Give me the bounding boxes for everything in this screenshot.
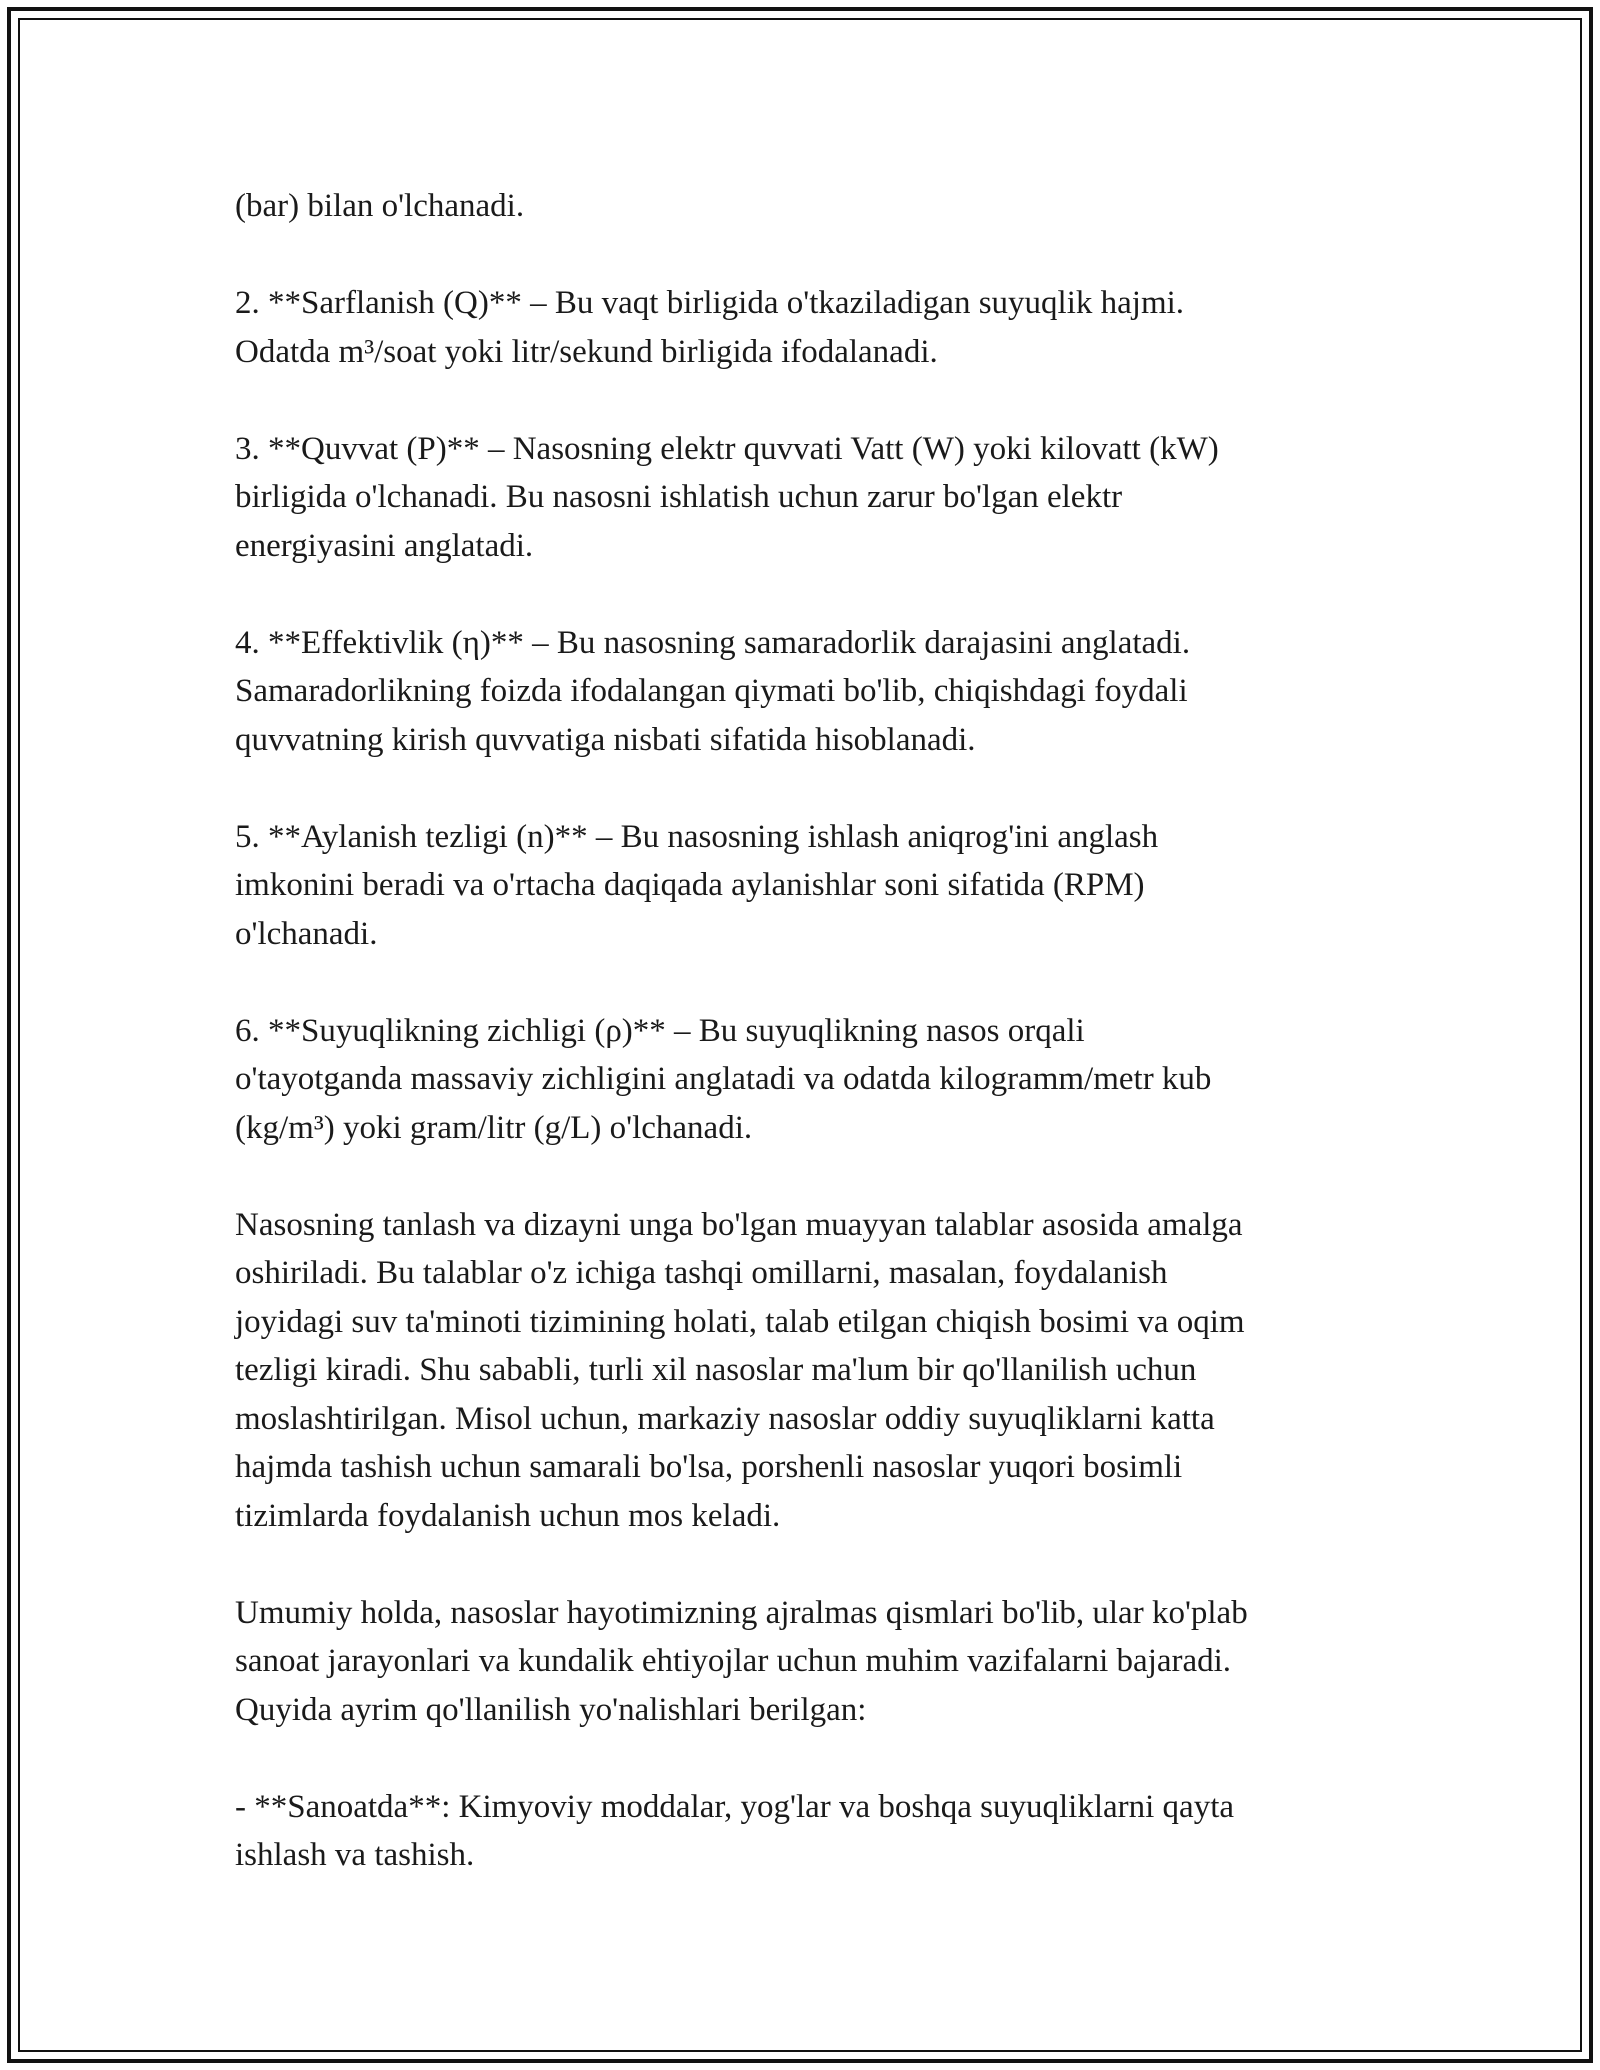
text-line: birligida o'lchanadi. Bu nasosni ishlatish uchun zarur bo'lgan elektr [235,479,1123,515]
paragraph-rotation-speed [235,813,1395,959]
text-line: (kg/m³) yoki gram/litr (g/L) o'lchanadi. [235,1109,753,1146]
paragraph-efficiency [235,619,1395,765]
paragraph-flow-rate [235,279,1395,376]
text-line: 5. **Aylanish tezligi (n)** – Bu nasosning ishlash aniqrog'ini anglash [235,818,1159,855]
text-line: oshiriladi. Bu talablar o'z ichiga tashqi omillarni, masalan, foydalanish [235,1255,1168,1291]
text-line: imkonini beradi va o'rtacha daqiqada aylanishlar soni sifatida (RPM) [235,867,1145,903]
text-line: energiyasini anglatadi. [235,527,534,564]
text-line: o'tayotganda massaviy zichligini anglatadi va odatda kilogramm/metr kub [235,1061,1212,1097]
text-line: Odatda m³/soat yoki litr/sekund birligida ifodalanadi. [235,333,938,370]
document-body [235,182,1395,1928]
text-line: 6. **Suyuqlikning zichligi (ρ)** – Bu suyuqlikning nasos orqali [235,1012,1085,1049]
paragraph-bar-unit [235,182,1395,231]
paragraph-industry-item [235,1783,1395,1880]
text-line: sanoat jarayonlari va kundalik ehtiyojlar uchun muhim vazifalarni bajaradi. [235,1643,1232,1679]
text-line: - **Sanoatda**: Kimyoviy moddalar, yog'lar va boshqa suyuqliklarni qayta [235,1788,1235,1825]
text-line: moslashtirilgan. Misol uchun, markaziy nasoslar oddiy suyuqliklarni katta [235,1400,1215,1437]
text-line: 3. **Quvvat (P)** – Nasosning elektr quvvati Vatt (W) yoki kilovatt (kW) [235,430,1219,467]
paragraph-pump-selection [235,1201,1395,1541]
text-line: Nasosning tanlash va dizayni unga bo'lgan muayyan talablar asosida amalga [235,1206,1243,1243]
text-line: Quyida ayrim qo'llanilish yo'nalishlari berilgan: [235,1691,867,1728]
paragraph-summary [235,1589,1395,1735]
paragraph-power [235,425,1395,571]
text-line: ishlash va tashish. [235,1837,475,1873]
text-line: 2. **Sarflanish (Q)** – Bu vaqt birligida o'tkaziladigan suyuqlik hajmi. [235,285,1185,321]
text-line: 4. **Effektivlik (η)** – Bu nasosning samaradorlik darajasini anglatadi. [235,624,1191,661]
text-line: quvvatning kirish quvvatiga nisbati sifatida hisoblanadi. [235,721,976,758]
text-line: tizimlarda foydalanish uchun mos keladi. [235,1497,781,1534]
text-line: joyidagi suv ta'minoti tizimining holati, talab etilgan chiqish bosimi va oqim [235,1303,1245,1340]
paragraph-density [235,1007,1395,1153]
text-line: tezligi kiradi. Shu sababli, turli xil nasoslar ma'lum bir qo'llanilish uchun [235,1352,1197,1388]
text-line: Umumiy holda, nasoslar hayotimizning ajralmas qismlari bo'lib, ular ko'plab [235,1594,1248,1631]
text-line: hajmda tashish uchun samarali bo'lsa, porshenli nasoslar yuqori bosimli [235,1449,1183,1485]
text-line: Samaradorlikning foizda ifodalangan qiymati bo'lib, chiqishdagi foydali [235,673,1188,709]
text-line: (bar) bilan o'lchanadi. [235,188,525,224]
text-line: o'lchanadi. [235,915,378,952]
